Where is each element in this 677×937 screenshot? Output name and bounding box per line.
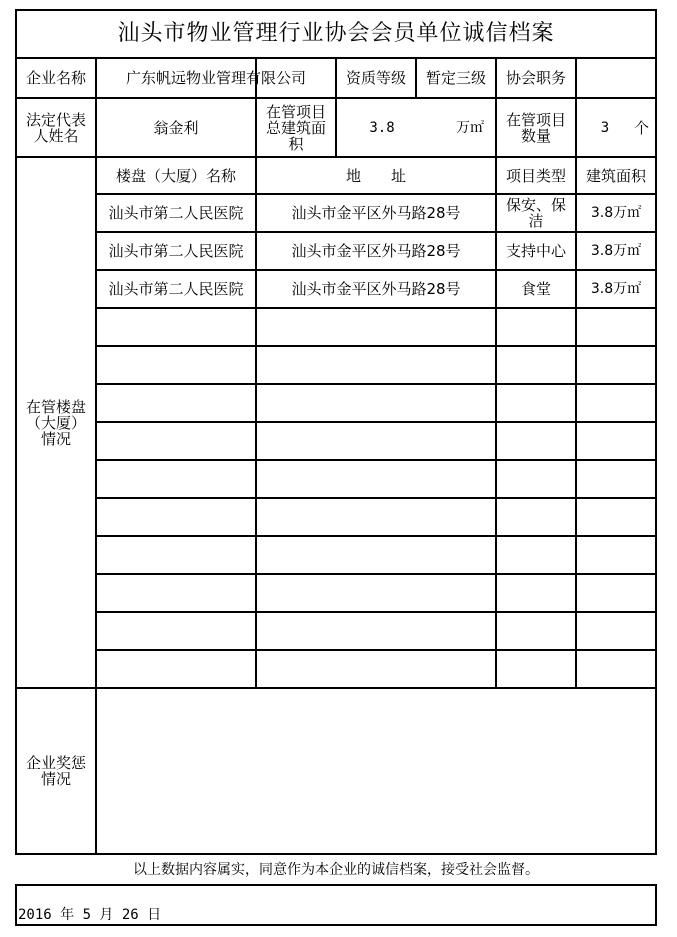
border-line bbox=[95, 535, 657, 537]
row-project-type: 支持中心 bbox=[505, 242, 566, 260]
border-line bbox=[95, 421, 657, 423]
border-line bbox=[495, 57, 497, 689]
header-project-type: 项目类型 bbox=[505, 166, 566, 185]
project-count-label: 在管项目数量 bbox=[505, 110, 566, 145]
awards-penalties-value bbox=[97, 689, 655, 853]
row-project-type: 保安、保洁 bbox=[505, 196, 566, 230]
association-post-value bbox=[577, 59, 655, 97]
project-count-unit: 个 bbox=[633, 118, 649, 137]
row-building-name: 汕头市第二人民医院 bbox=[108, 204, 244, 222]
company-name-label: 企业名称 bbox=[25, 69, 86, 87]
row-address: 汕头市金平区外马路28号 bbox=[291, 280, 461, 298]
row-address: 汕头市金平区外马路28号 bbox=[291, 204, 461, 222]
border-line bbox=[255, 57, 257, 689]
signing-date: 2016 年 5 月 26 日 bbox=[18, 906, 162, 923]
awards-penalties-label: 企业奖惩情况 bbox=[25, 754, 86, 788]
header-address: 地 址 bbox=[345, 166, 406, 185]
border-line bbox=[95, 383, 657, 385]
company-name-value: 广东帆远物业管理有限公司 bbox=[125, 69, 306, 87]
border-line bbox=[95, 573, 657, 575]
legal-rep-value: 翁金利 bbox=[153, 118, 199, 137]
border-line bbox=[95, 345, 657, 347]
association-post-label: 协会职务 bbox=[505, 69, 566, 87]
row-project-type: 食堂 bbox=[520, 280, 551, 298]
header-building-area: 建筑面积 bbox=[585, 166, 646, 185]
row-building-name: 汕头市第二人民医院 bbox=[108, 280, 244, 298]
row-building-name: 汕头市第二人民医院 bbox=[108, 242, 244, 260]
row-building-area: 3.8万㎡ bbox=[590, 281, 642, 297]
border-line bbox=[95, 459, 657, 461]
border-line bbox=[15, 884, 657, 886]
border-line bbox=[15, 853, 657, 855]
border-line bbox=[95, 649, 657, 651]
row-building-area: 3.8万㎡ bbox=[590, 205, 642, 221]
legal-rep-label: 法定代表人姓名 bbox=[25, 110, 86, 145]
qualification-label: 资质等级 bbox=[345, 69, 406, 87]
header-building-name: 楼盘（大厦）名称 bbox=[115, 166, 236, 185]
total-area-unit: 万㎡ bbox=[456, 119, 484, 136]
border-line bbox=[655, 884, 657, 926]
row-building-area: 3.8万㎡ bbox=[590, 243, 642, 259]
declaration-statement: 以上数据内容属实，同意作为本企业的诚信档案，接受社会监督。 bbox=[133, 862, 539, 878]
border-line bbox=[95, 307, 657, 309]
project-count-value: 3 bbox=[600, 119, 610, 136]
row-address: 汕头市金平区外马路28号 bbox=[291, 242, 461, 260]
border-line bbox=[655, 9, 657, 855]
total-area-label: 在管项目总建筑面积 bbox=[265, 102, 326, 153]
form-title: 汕头市物业管理行业协会会员单位诚信档案 bbox=[117, 21, 555, 46]
managed-buildings-label: 在管楼盘（大厦）情况 bbox=[25, 397, 86, 448]
total-area-value: 3.8 bbox=[369, 119, 395, 136]
border-line bbox=[95, 611, 657, 613]
border-line bbox=[575, 57, 577, 689]
border-line bbox=[15, 924, 657, 926]
border-line bbox=[15, 9, 17, 855]
border-line bbox=[95, 497, 657, 499]
qualification-value: 暂定三级 bbox=[425, 69, 486, 87]
